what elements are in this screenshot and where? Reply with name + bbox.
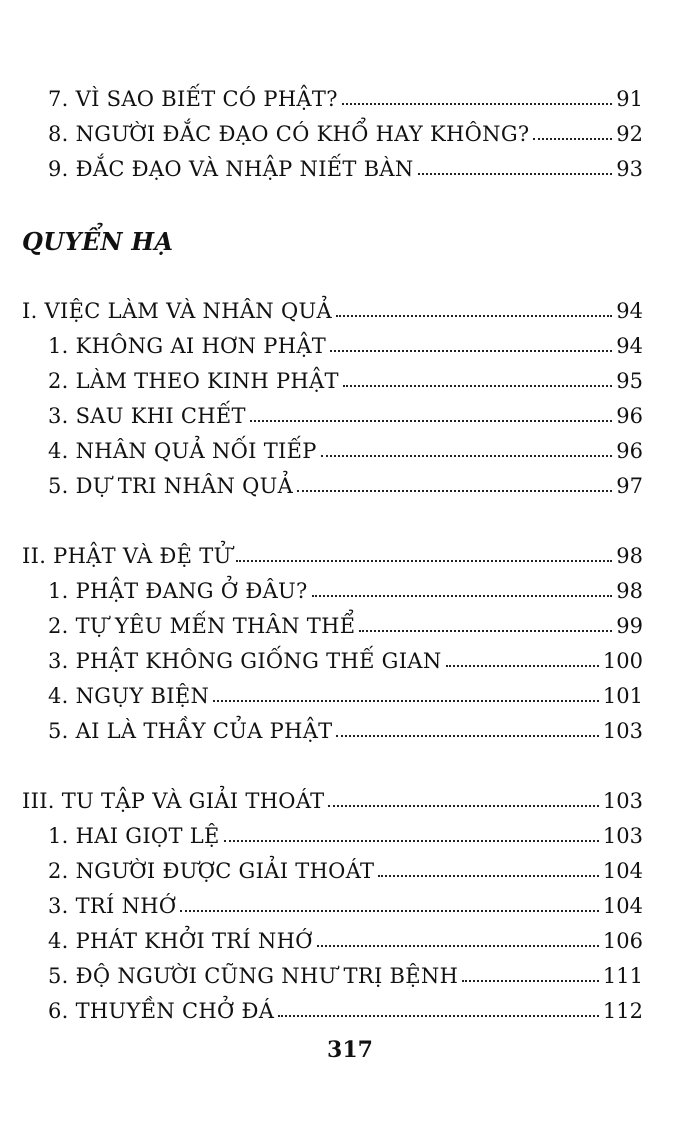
dot-leader [359, 630, 612, 632]
dot-leader [297, 490, 612, 492]
toc-entry [48, 155, 643, 181]
toc-entry-title: 4. PHÁT KHỞI TRÍ NHỚ [48, 929, 313, 953]
dot-leader [533, 138, 612, 140]
toc-entry [48, 647, 643, 673]
toc-entry-title: 6. THUYỀN CHỞ ĐÁ [48, 999, 275, 1023]
toc-entry-page: 96 [616, 439, 643, 463]
toc-entry [48, 85, 643, 111]
toc-entry-title: 4. NGỤY BIỆN [48, 684, 210, 708]
toc-section-page: 94 [616, 299, 643, 323]
toc-entry-title: 5. DỰ TRI NHÂN QUẢ [48, 474, 294, 498]
toc-entry-title: 5. AI LÀ THẦY CỦA PHẬT [48, 719, 333, 743]
toc-entry-title: 3. TRÍ NHỚ [48, 894, 177, 918]
toc-entry-page: 106 [602, 929, 643, 953]
dot-leader [446, 665, 599, 667]
toc-entry-title: 1. KHÔNG AI HƠN PHẬT [48, 334, 327, 358]
dot-leader [317, 945, 599, 947]
toc-section-title: I. VIỆC LÀM VÀ NHÂN QUẢ [22, 299, 332, 323]
toc-entry [48, 962, 643, 988]
dot-leader [321, 455, 613, 457]
toc-section [22, 297, 643, 323]
toc-entry [48, 332, 643, 358]
toc-entry [48, 892, 643, 918]
toc-entry-title: 2. LÀM THEO KINH PHẬT [48, 369, 339, 393]
toc-entry-title: 4. NHÂN QUẢ NỐI TIẾP [48, 439, 317, 463]
toc-entry-title: 1. HAI GIỌT LỆ [48, 824, 220, 848]
toc-entry-page: 93 [616, 157, 643, 181]
toc-entry-page: 95 [616, 369, 643, 393]
toc-section [22, 542, 643, 568]
dot-leader [328, 805, 598, 807]
toc-section-title: III. TU TẬP VÀ GIẢI THOÁT [22, 789, 325, 813]
toc-entry-title: 8. NGƯỜI ĐẮC ĐẠO CÓ KHỔ HAY KHÔNG? [48, 122, 530, 146]
toc-entry [48, 437, 643, 463]
toc-entry-page: 103 [602, 824, 643, 848]
dot-leader [180, 910, 599, 912]
toc-entry [48, 472, 643, 498]
dot-leader [278, 1015, 599, 1017]
dot-leader [224, 840, 599, 842]
toc-entry-page: 94 [616, 334, 643, 358]
toc-entry-title: 2. TỰ YÊU MẾN THÂN THỂ [48, 614, 356, 638]
dot-leader [330, 350, 612, 352]
toc-entry-title: 9. ĐẮC ĐẠO VÀ NHẬP NIẾT BÀN [48, 157, 414, 181]
dot-leader [213, 700, 599, 702]
toc-entry [48, 367, 643, 393]
toc-entry-page: 104 [602, 894, 643, 918]
dot-leader [336, 315, 612, 317]
toc-entry-page: 96 [616, 404, 643, 428]
toc-entry [48, 717, 643, 743]
dot-leader [418, 173, 613, 175]
toc-entry-title: 3. SAU KHI CHẾT [48, 404, 246, 428]
toc-entry-title: 1. PHẬT ĐANG Ở ĐÂU? [48, 579, 308, 603]
toc-entry-page: 111 [602, 964, 643, 988]
toc-entry [48, 927, 643, 953]
toc-entry-page: 92 [616, 122, 643, 146]
dot-leader [378, 875, 599, 877]
toc-entry-title: 5. ĐỘ NGƯỜI CŨNG NHƯ TRỊ BỆNH [48, 964, 459, 988]
dot-leader [250, 420, 612, 422]
toc-entry [48, 612, 643, 638]
toc-entry [48, 682, 643, 708]
toc-entry [48, 997, 643, 1023]
dot-leader [336, 735, 598, 737]
toc-entry [48, 120, 643, 146]
dot-leader [236, 560, 613, 562]
toc-entry-page: 97 [616, 474, 643, 498]
toc-entry-page: 98 [616, 579, 643, 603]
toc-section [22, 787, 643, 813]
toc-entry-title: 7. VÌ SAO BIẾT CÓ PHẬT? [48, 87, 338, 111]
toc-entry [48, 857, 643, 883]
toc-entry [48, 822, 643, 848]
page-number: 317 [327, 1037, 373, 1063]
toc-entry-page: 100 [602, 649, 643, 673]
toc-entry-page: 104 [602, 859, 643, 883]
toc-entry-page: 99 [616, 614, 643, 638]
toc-entry-title: 2. NGƯỜI ĐƯỢC GIẢI THOÁT [48, 859, 375, 883]
toc-entry-page: 91 [616, 87, 643, 111]
toc-section-page: 98 [616, 544, 643, 568]
dot-leader [462, 980, 599, 982]
toc-entry-page: 103 [602, 719, 643, 743]
toc-section-title: II. PHẬT VÀ ĐỆ TỬ [22, 544, 232, 568]
toc-entry-page: 112 [602, 999, 643, 1023]
dot-leader [342, 103, 613, 105]
dot-leader [312, 595, 613, 597]
dot-leader [343, 385, 612, 387]
toc-entry [48, 577, 643, 603]
toc-entry-page: 101 [602, 684, 643, 708]
toc-section-page: 103 [602, 789, 643, 813]
part-heading: QUYỂN HẠ [22, 227, 174, 256]
toc-entry-title: 3. PHẬT KHÔNG GIỐNG THẾ GIAN [48, 649, 442, 673]
toc-entry [48, 402, 643, 428]
